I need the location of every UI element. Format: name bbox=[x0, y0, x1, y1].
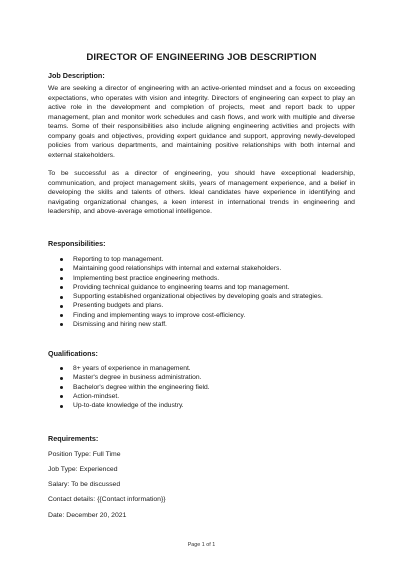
list-item: Presenting budgets and plans. bbox=[60, 301, 360, 310]
list-item: Up-to-date knowledge of the industry. bbox=[60, 401, 360, 410]
list-item: Providing technical guidance to engineering teams and top management. bbox=[60, 283, 360, 292]
list-item: Action-mindset. bbox=[60, 392, 360, 401]
responsibilities-heading: Responsibilities: bbox=[48, 239, 106, 248]
job-description-paragraph-1: We are seeking a director of engineering with an active-oriented mindset and a focus on exceeding expectations, who operates with vision and integrity. Directors of engineering can expect to play an active role in the development and completion of projects, meet and report back to upper management, plan and monitor work schedules and cash flows, and work with multiple and diverse teams. Some of their responsibilities also include aligning engineering activities and projects with company goals and objectives, providing expert guidance and support, approving newly-developed policies from various departments, and maintaining positive relationships with both internal and external stakeholders. bbox=[48, 85, 355, 159]
salary: Salary: To be discussed bbox=[48, 481, 121, 488]
list-item: Dismissing and hiring new staff. bbox=[60, 320, 360, 329]
list-item: Implementing best practice engineering methods. bbox=[60, 274, 360, 283]
document-title: DIRECTOR OF ENGINEERING JOB DESCRIPTION bbox=[86, 52, 317, 63]
list-item: Reporting to top management. bbox=[60, 255, 360, 264]
list-item: Bachelor's degree within the engineering field. bbox=[60, 383, 360, 392]
list-item: Finding and implementing ways to improve cost-efficiency. bbox=[60, 311, 360, 320]
job-description-paragraph-2: To be successful as a director of engineering, you should have exceptional leadership, communication, and project management skills, years of management experience, and a belief in developing the skills and talents of others. Ideal candidates have experience in identifying and navigating organizational changes, a keen interest in international trends in engineering and leadership, and above-average emotional intelligence. bbox=[48, 170, 355, 216]
qualifications-list bbox=[60, 364, 360, 410]
page-number: Page 1 of 1 bbox=[187, 542, 216, 548]
responsibilities-list bbox=[60, 255, 360, 329]
position-type: Position Type: Full Time bbox=[48, 451, 121, 458]
date: Date: December 20, 2021 bbox=[48, 512, 127, 519]
requirements-heading: Requirements: bbox=[48, 434, 99, 443]
list-item: Maintaining good relationships with internal and external stakeholders. bbox=[60, 264, 360, 273]
list-item: 8+ years of experience in management. bbox=[60, 364, 360, 373]
job-description-heading: Job Description: bbox=[48, 71, 105, 80]
job-type: Job Type: Experienced bbox=[48, 466, 118, 473]
contact-details: Contact details: {{Contact information}} bbox=[48, 496, 166, 503]
list-item: Master's degree in business administration. bbox=[60, 373, 360, 382]
qualifications-heading: Qualifications: bbox=[48, 349, 98, 358]
list-item: Supporting established organizational objectives by developing goals and strategies. bbox=[60, 292, 360, 301]
